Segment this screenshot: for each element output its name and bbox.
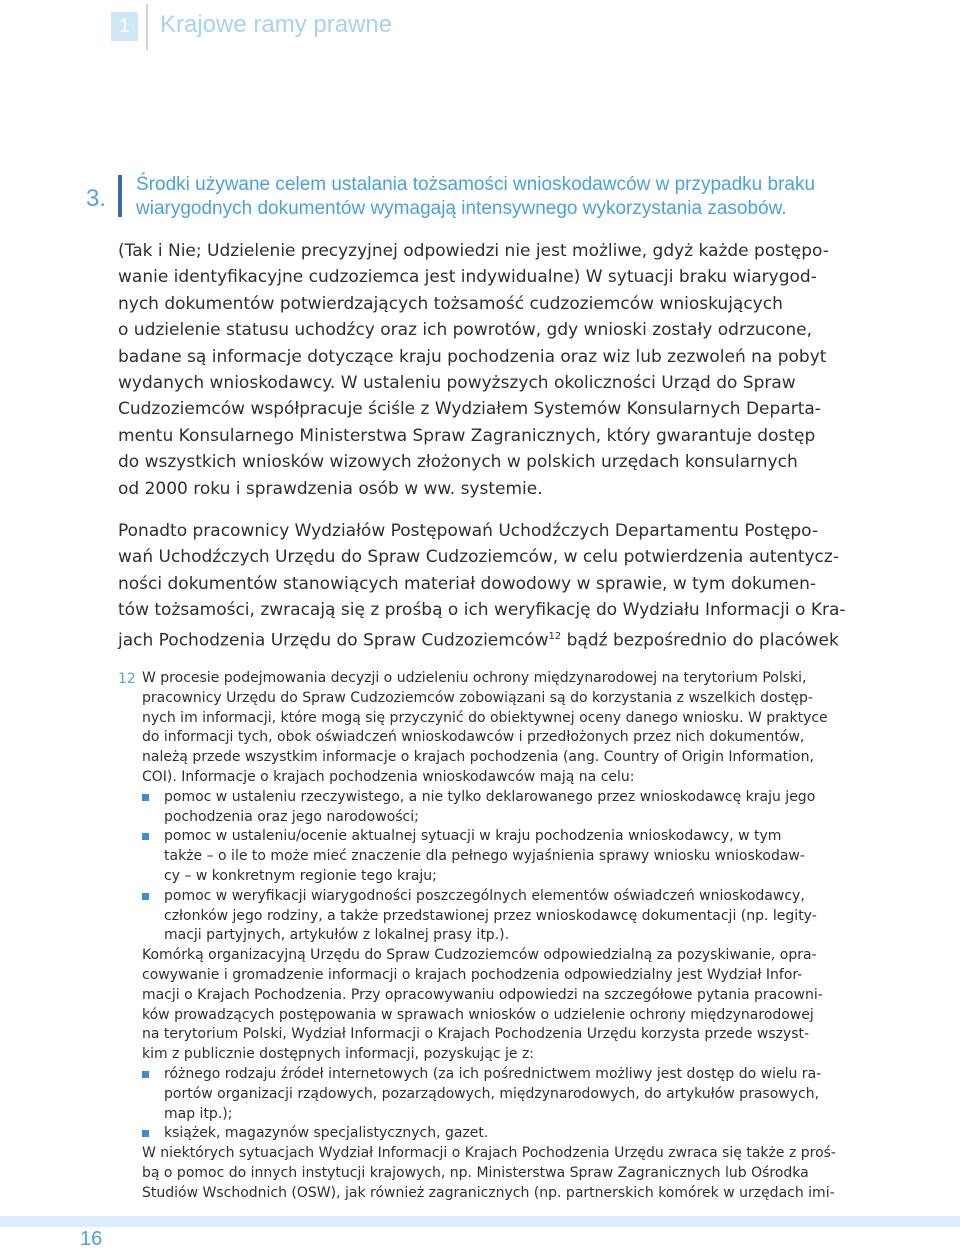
- square-bullet-icon: [142, 1130, 149, 1137]
- square-bullet-icon: [142, 893, 149, 900]
- list-item-text: pomoc w ustaleniu/ocenie aktualnej sytuacji w kraju pochodzenia wnioskodawcy, w tym: [164, 828, 782, 845]
- list-item-text: pomoc w weryfikacji wiarygodności poszczególnych elementów oświadczeń wnioskodawcy,: [164, 887, 805, 904]
- section-accent-bar: [118, 175, 122, 217]
- footnote-text: [142, 669, 842, 1204]
- footnote-line: ków prowadzących postępowania w sprawach wniosków o udzielenie ochrony międzynarodowej: [142, 1006, 814, 1023]
- text-line: mentu Konsularnego Ministerstwa Spraw Zagranicznych, który gwarantuje dostęp: [118, 425, 816, 446]
- text-span: jach Pochodzenia Urzędu do Spraw Cudzoziemców: [118, 630, 549, 651]
- footnote-line: na terytorium Polski, Wydział Informacji o Krajach Pochodzenia Urzędu korzysta przede wszyst-: [142, 1026, 810, 1043]
- list-item-continuation: także – o ile to może mieć znaczenie dla pełnego wyjaśnienia sprawy wniosku wnioskodaw-: [164, 848, 805, 865]
- section-number: 3.: [86, 185, 107, 212]
- list-item-continuation: map itp.);: [164, 1105, 233, 1122]
- list-item-continuation: cy – w konkretnym regionie tego kraju;: [164, 867, 437, 884]
- text-line: nych dokumentów potwierdzających tożsamość cudzoziemców wnioskujących: [118, 293, 783, 314]
- footnote-line: należą przede wszystkim informacje o krajach pochodzenia (ang. Country of Origin Information,: [142, 749, 814, 766]
- section-title-line: wiarygodnych dokumentów wymagają intensywnego wykorzystania zasobów.: [136, 198, 787, 219]
- square-bullet-icon: [142, 1071, 149, 1078]
- list-item: [142, 1065, 842, 1085]
- square-bullet-icon: [142, 794, 149, 801]
- text-line: wanie identyfikacyjne cudzoziemca jest indywidualne) W sytuacji braku wiarygod-: [118, 267, 817, 288]
- chapter-number-badge: 1: [111, 12, 138, 41]
- footnote-line: W niektórych sytuacjach Wydział Informacji o Krajach Pochodzenia Urzędu zwraca się także z proś-: [142, 1145, 836, 1162]
- list-item-continuation: portów organizacji rządowych, pozarządowych, międzynarodowych, do artykułów prasowych,: [164, 1085, 820, 1102]
- list-item: [142, 1124, 842, 1144]
- text-line: [118, 624, 840, 654]
- footnote-line: nych im informacji, które mogą się przyczynić do obiektywnej oceny danego wniosku. W praktyce: [142, 709, 828, 726]
- text-line: wań Uchodźczych Urzędu do Spraw Cudzoziemców, w celu potwierdzenia autentycz-: [118, 547, 839, 568]
- footnote-line: do informacji tych, obok oświadczeń wnioskodawców i przedłożonych przez nich dokumentów,: [142, 729, 805, 746]
- list-item-text: pomoc w ustaleniu rzeczywistego, a nie tylko deklarowanego przez wnioskodawcę kraju jego: [164, 788, 816, 805]
- text-line: Cudzoziemców współpracuje ściśle z Wydziałem Systemów Konsularnych Departa-: [118, 399, 821, 420]
- footer-band: [0, 1216, 960, 1227]
- footnote-line: kim z publicznie dostępnych informacji, pozyskując je z:: [142, 1046, 535, 1063]
- footnote-line: COI). Informacje o krajach pochodzenia wnioskodawców mają na celu:: [142, 768, 635, 785]
- footnote-line: macji o Krajach Pochodzenia. Przy opracowywaniu odpowiedzi na szczegółowe pytania pracowni-: [142, 986, 823, 1003]
- footnote-line: Studiów Wschodnich (OSW), jak również zagranicznych (np. partnerskich komórek w urzędach imi-: [142, 1184, 835, 1201]
- text-line: wydanych wnioskodawcy. W ustaleniu powyższych okoliczności Urząd do Spraw: [118, 373, 796, 394]
- section-title: [136, 173, 876, 221]
- footnote-line: cowywanie i gromadzenie informacji o krajach pochodzenia odpowiedzialny jest Wydział Infor-: [142, 966, 803, 983]
- text-line: o udzielenie statusu uchodźcy oraz ich powrotów, gdy wnioski zostały odrzucone,: [118, 320, 813, 341]
- text-line: do wszystkich wniosków wizowych złożonych w polskich urzędach konsularnych: [118, 452, 798, 473]
- footnote-line: Komórką organizacyjną Urzędu do Spraw Cudzoziemców odpowiedzialną za pozyskiwanie, opra-: [142, 947, 817, 964]
- list-item-text: różnego rodzaju źródeł internetowych (za ich pośrednictwem możliwy jest dostęp do wielu ra-: [164, 1065, 822, 1082]
- list-item: [142, 827, 842, 847]
- footnote-number: 12: [118, 671, 136, 687]
- footnote-line: W procesie podejmowania decyzji o udzieleniu ochrony międzynarodowej na terytorium Polski,: [142, 670, 807, 686]
- list-item-continuation: pochodzenia oraz jego narodowości;: [164, 808, 419, 825]
- square-bullet-icon: [142, 833, 149, 840]
- list-item: [142, 887, 842, 907]
- section-title-line: Środki używane celem ustalania tożsamości wnioskodawców w przypadku braku: [136, 174, 816, 195]
- page-number: 16: [80, 1228, 103, 1250]
- footnote-line: pracownicy Urzędu do Spraw Cudzoziemców zobowiązani są do korzystania z wszelkich dostęp-: [142, 689, 813, 706]
- text-line: ności dokumentów stanowiących materiał dowodowy w sprawie, w tym dokumen-: [118, 573, 817, 594]
- list-item-text: książek, magazynów specjalistycznych, gazet.: [164, 1125, 489, 1142]
- text-line: badane są informacje dotyczące kraju pochodzenia oraz wiz lub zezwoleń na pobyt: [118, 346, 827, 367]
- header-divider: [146, 4, 148, 50]
- footnote-reference[interactable]: 12: [548, 630, 562, 642]
- text-line: od 2000 roku i sprawdzenia osób w ww. systemie.: [118, 478, 543, 499]
- footnote-line: bą o pomoc do innych instytucji krajowych, np. Ministerstwa Spraw Zagranicznych lub Ośrodka: [142, 1164, 809, 1181]
- text-line: tów tożsamości, zwracają się z prośbą o ich weryfikację do Wydziału Informacji o Kra-: [118, 600, 846, 621]
- text-line: (Tak i Nie; Udzielenie precyzyjnej odpowiedzi nie jest możliwe, gdyż każde postępo-: [118, 241, 829, 261]
- body-paragraph-1: [118, 238, 840, 502]
- text-span: bądź bezpośrednio do placówek: [561, 630, 839, 651]
- list-item-continuation: macji partyjnych, artykułów z lokalnej prasy itp.).: [164, 927, 510, 944]
- body-paragraph-2: [118, 518, 846, 654]
- list-item-continuation: członków jego rodziny, a także przedstawionej przez wnioskodawcę dokumentacji (np. legity-: [164, 907, 817, 924]
- text-line: Ponadto pracownicy Wydziałów Postępowań Uchodźczych Departamentu Postępo-: [118, 521, 819, 541]
- chapter-title: Krajowe ramy prawne: [160, 11, 393, 38]
- list-item: [142, 788, 842, 808]
